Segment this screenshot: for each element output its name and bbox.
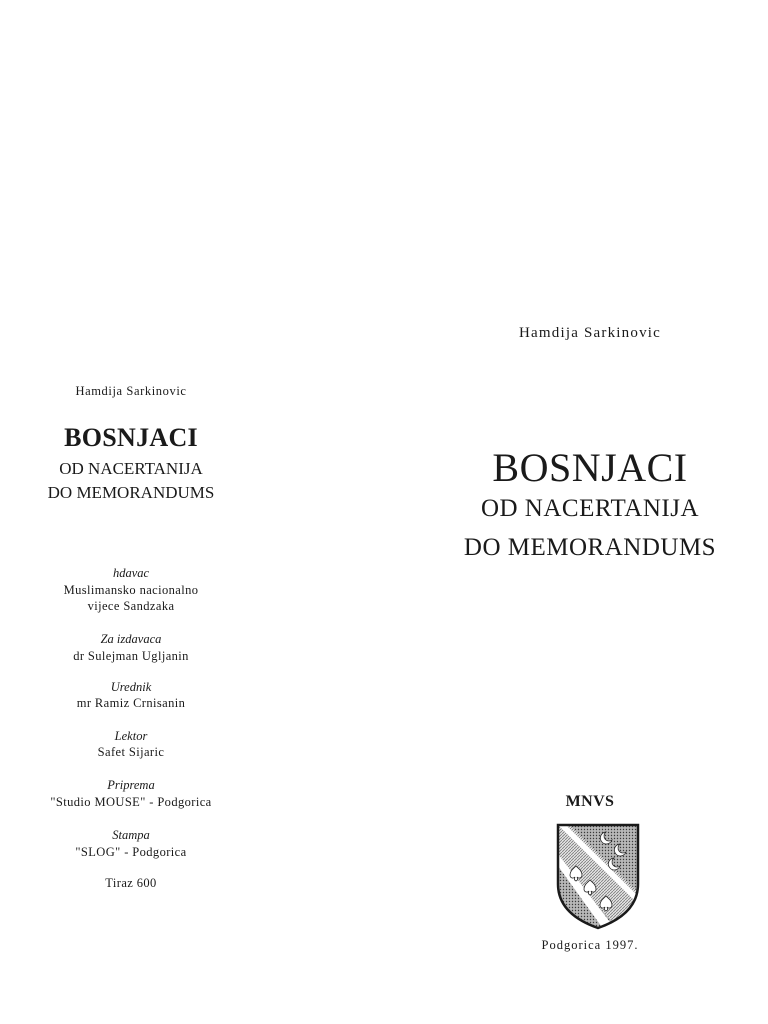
imprint-label-proofreader: Lektor <box>114 729 148 743</box>
left-subtitle-line2: DO MEMORANDUMS <box>47 483 215 502</box>
imprint-print-run: Tiraz 600 <box>105 876 157 890</box>
place-and-year: Podgorica 1997. <box>541 938 639 952</box>
imprint-value-prepress: "Studio MOUSE" - Podgorica <box>50 795 212 809</box>
imprint-value-publisher-1: Muslimansko nacionalno <box>63 583 199 597</box>
imprint-label-for-publisher: Za izdavaca <box>100 632 162 646</box>
imprint-value-for-publisher: dr Sulejman Ugljanin <box>73 649 189 663</box>
right-title: BOSNJACI <box>492 445 688 490</box>
right-page-title <box>420 0 760 1024</box>
left-subtitle-line1: OD NACERTANIJA <box>59 459 203 478</box>
right-author: Hamdija Sarkinovic <box>519 325 661 341</box>
imprint-label-printing: Stampa <box>112 828 150 842</box>
left-title: BOSNJACI <box>64 423 198 452</box>
left-author: Hamdija Sarkinovic <box>75 384 187 398</box>
imprint-label-prepress: Priprema <box>107 778 155 792</box>
imprint-value-proofreader: Safet Sijaric <box>97 745 165 759</box>
left-page-imprint <box>0 0 262 1024</box>
imprint-value-printing: "SLOG" - Podgorica <box>75 845 187 859</box>
imprint-label-publisher: hdavac <box>112 566 150 580</box>
right-subtitle-line1: OD NACERTANIJA <box>480 495 700 522</box>
imprint-value-publisher-2: vijece Sandzaka <box>87 599 175 613</box>
right-subtitle-line2: DO MEMORANDUMS <box>463 534 717 561</box>
publisher-name: MNVS <box>565 793 615 810</box>
imprint-label-editor: Urednik <box>110 680 152 694</box>
imprint-value-editor: mr Ramiz Crnisanin <box>76 696 186 710</box>
coat-of-arms-icon <box>556 822 640 930</box>
